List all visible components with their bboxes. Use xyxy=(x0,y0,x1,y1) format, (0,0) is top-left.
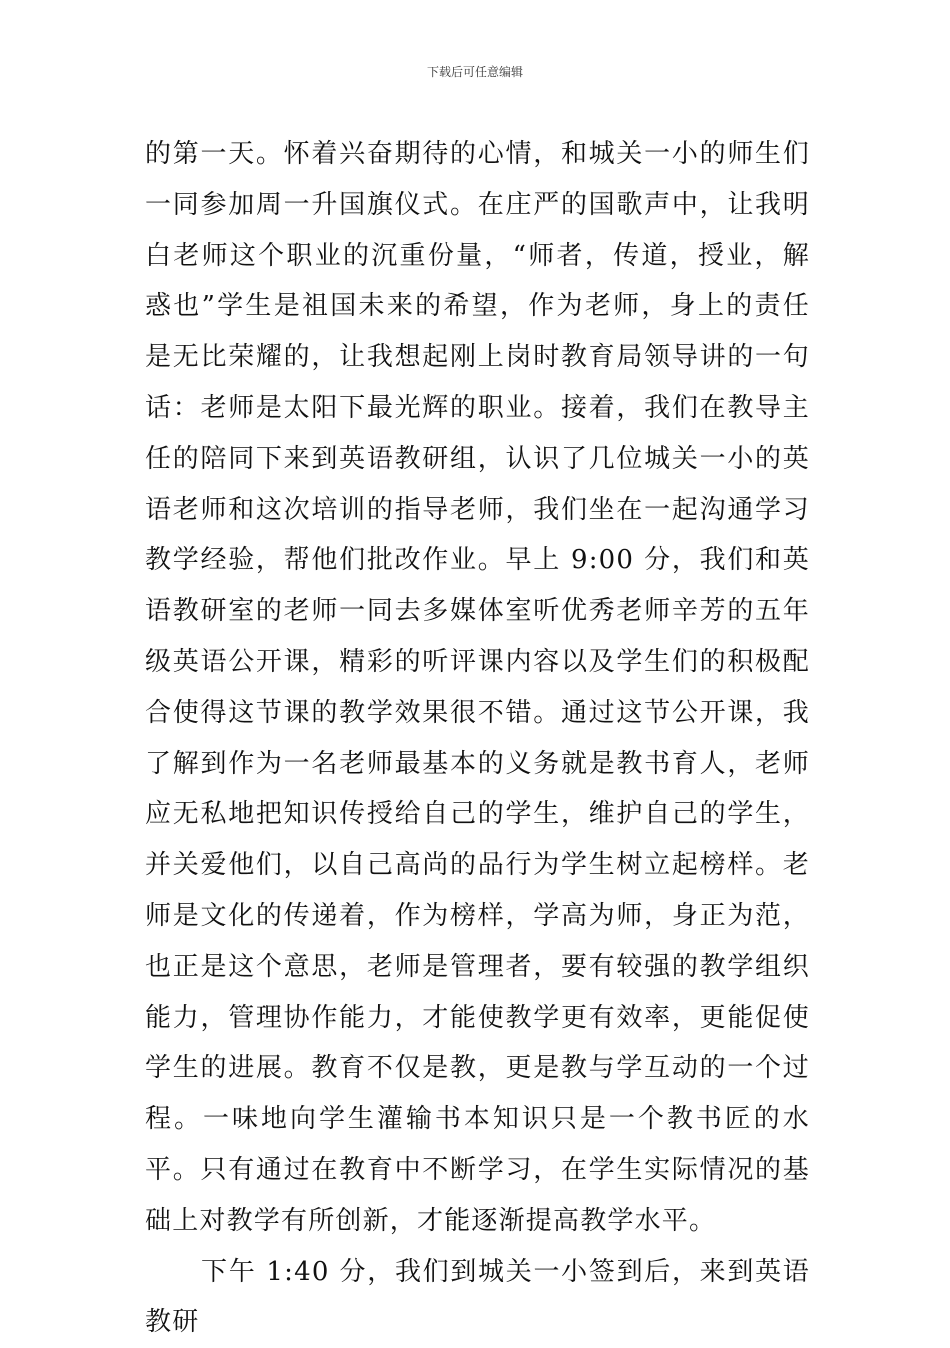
document-body xyxy=(145,129,810,1348)
page-header: 下载后可任意编辑 xyxy=(426,65,523,79)
paragraph-2: 下午 1:40 分，我们到城关一小签到后，来到英语教研 xyxy=(145,1256,810,1338)
paragraph-1: 的第一天。怀着兴奋期待的心情，和城关一小的师生们一同参加周一升国旗仪式。在庄严的国歌声中，让我明白老师这个职业的沉重份量，“师者，传道，授业，解惑也”学生是祖国未来的希望，作为老师，身上的责任是无比荣耀的，让我想起刚上岗时教育局领导讲的一句话：老师是太阳下最光辉的职业。接着，我们在教导主任的陪同下来到英语教研组，认识了几位城关一小的英语老师和这次培训的指导老师，我们坐在一起沟通学习教学经验，帮他们批改作业。早上 9:00 分，我们和英语教研室的老师一同去多媒体室听优秀老师辛芳的五年级英语公开课，精彩的听评课内容以及学生们的积极配合使得这节课的教学效果很不错。通过这节公开课，我了解到作为一名老师最基本的义务就是教书育人，老师应无私地把知识传授给自己的学生，维护自己的学生，并关爱他们，以自己高尚的品行为学生树立起榜样。老师是文化的传递着，作为榜样，学高为师，身正为范，也正是这个意思，老师是管理者，要有较强的教学组织能力，管理协作能力，才能使教学更有效率，更能促使学生的进展。教育不仅是教，更是教与学互动的一个过程。一味地向学生灌输书本知识只是一个教书匠的水平。只有通过在教育中不断学习，在学生实际情况的基础上对教学有所创新，才能逐渐提高教学水平。 xyxy=(145,139,810,1236)
